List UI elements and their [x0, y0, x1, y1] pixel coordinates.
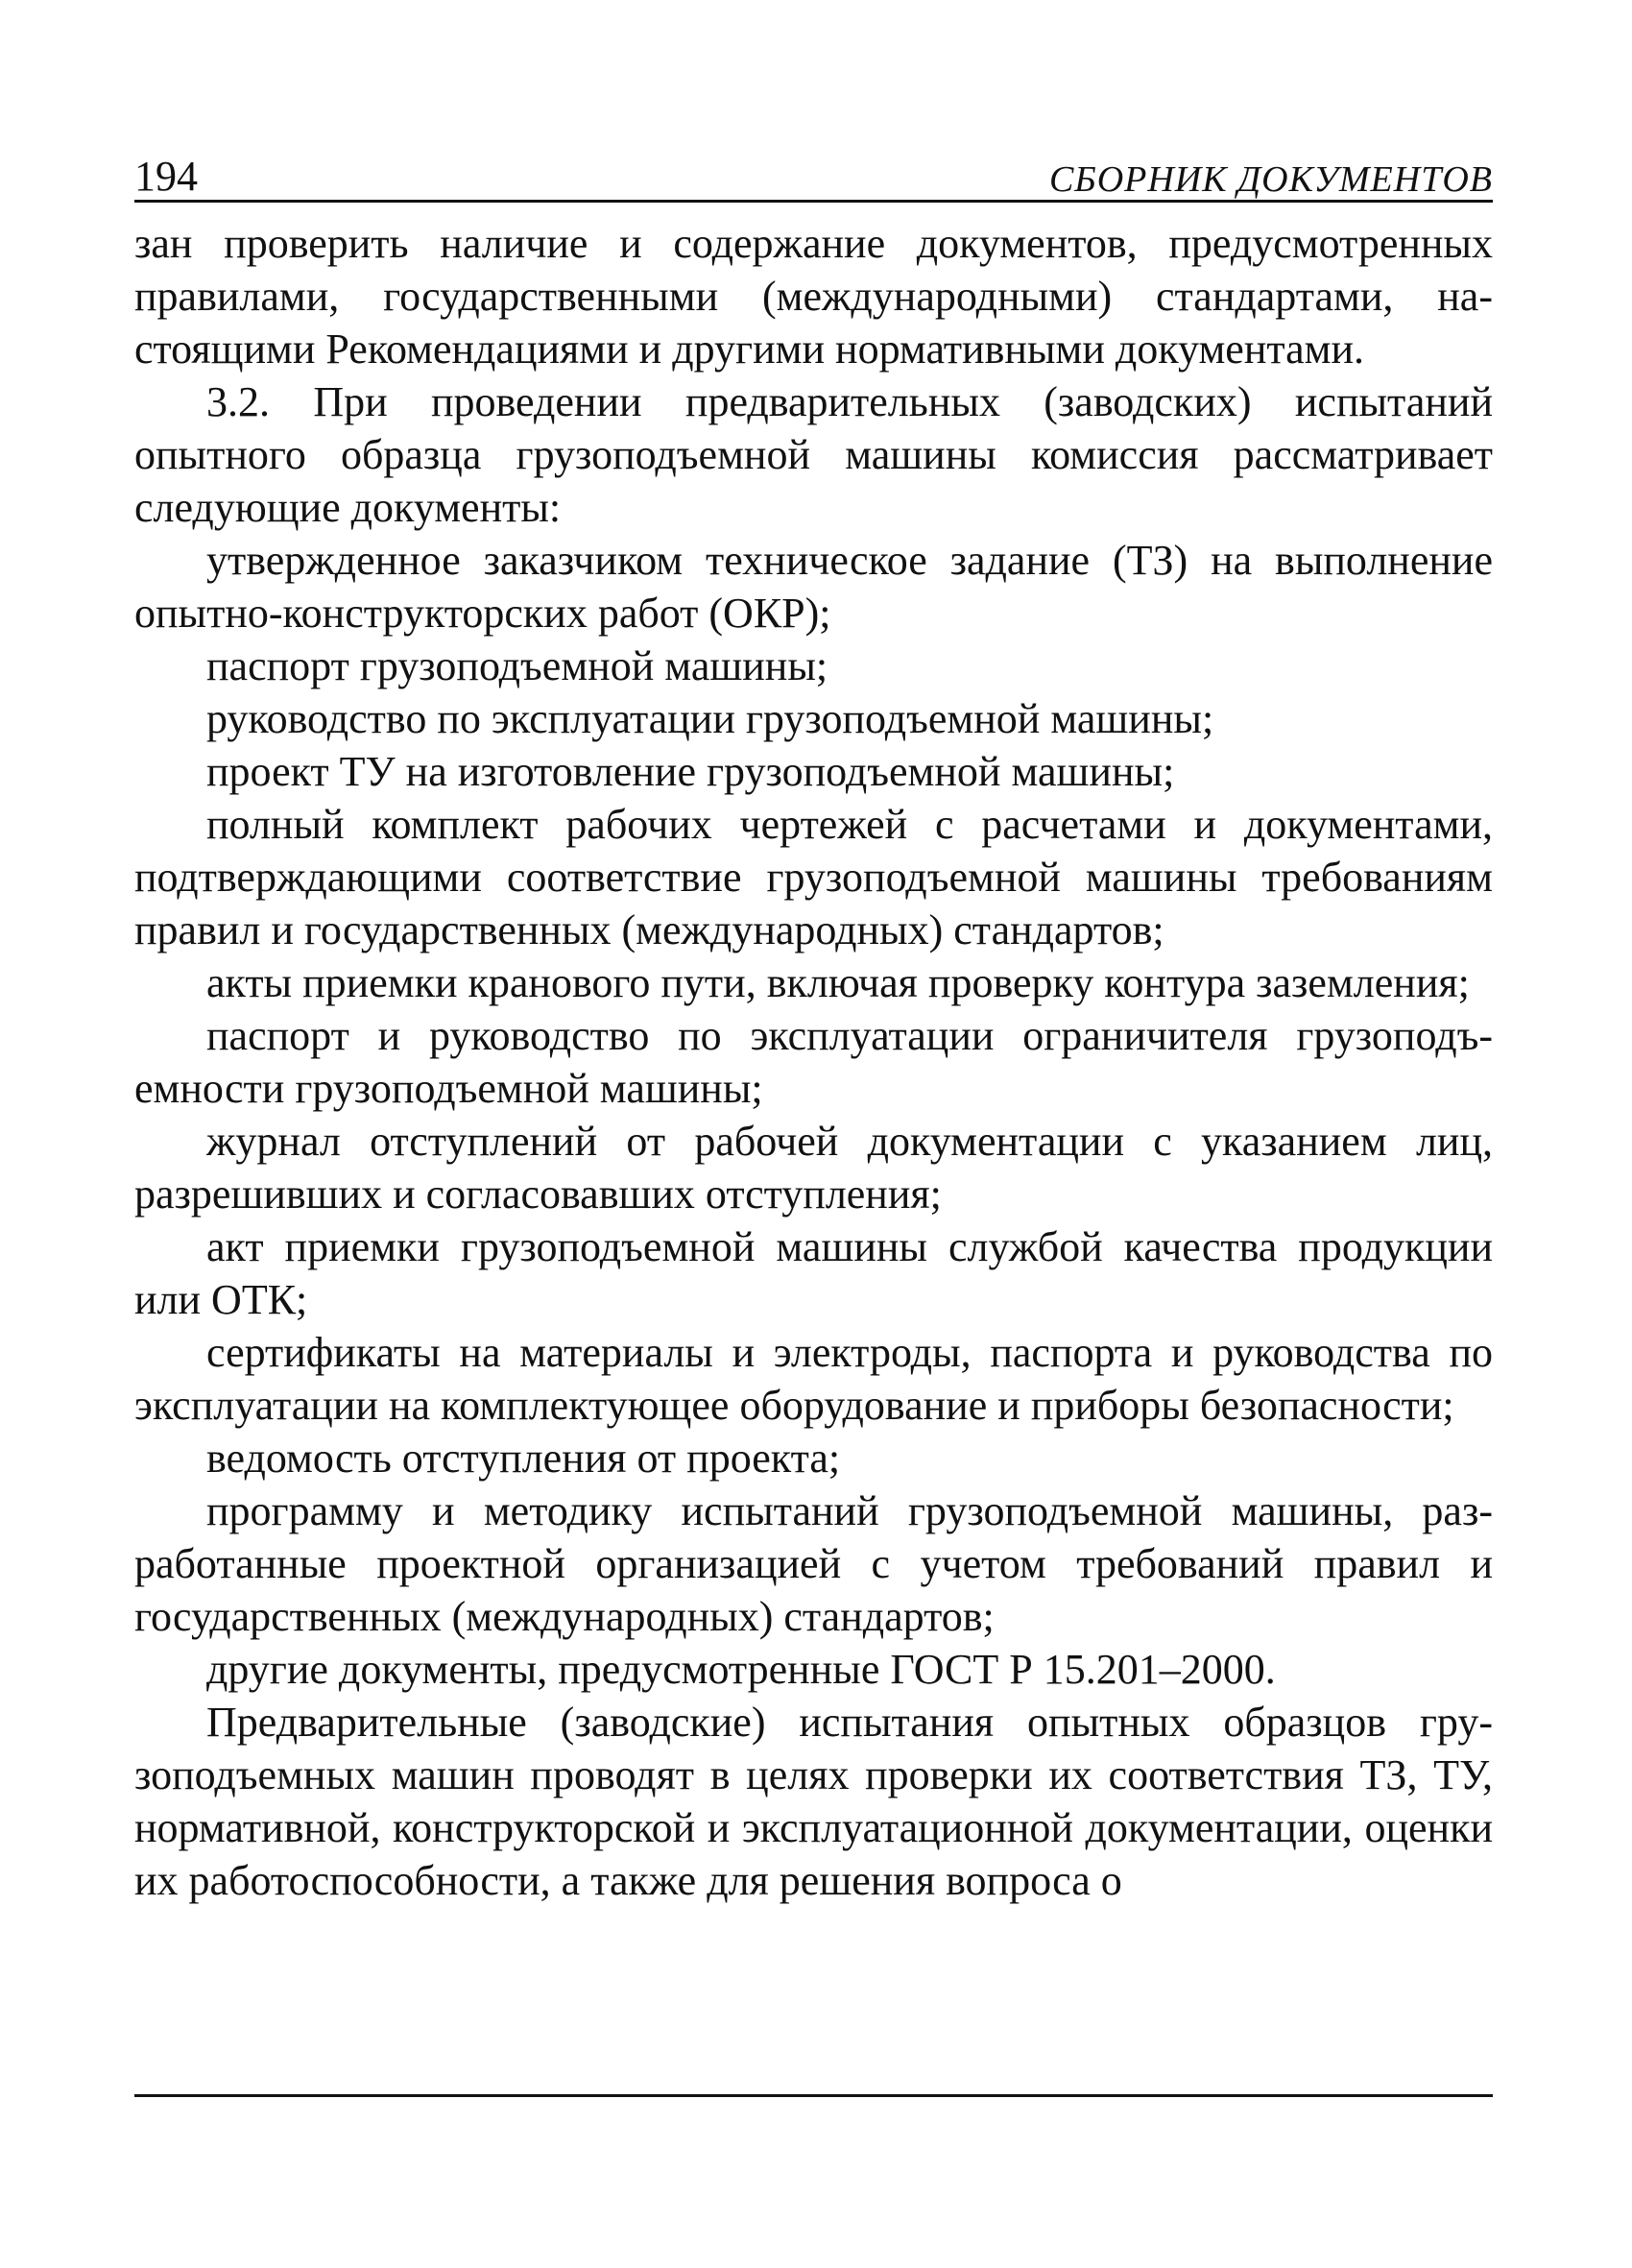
list-item: ведомость отступления от проекта;	[206, 1435, 841, 1482]
page-body	[134, 217, 1493, 1907]
running-title: СБОРНИК ДОКУМЕНТОВ	[1048, 159, 1493, 200]
list-item: сертификаты на материалы и электроды, паспорта и руководства по эксплуатации на комплектующее оборудование и приборы безопасности;	[134, 1329, 1493, 1429]
list-item: полный комплект рабочих чертежей с расчетами и документами, подтверждающими соответствие грузоподъемной машины требованиям правил и государственных (международных) стандартов;	[134, 801, 1493, 953]
list-item: другие документы, предусмотренные ГОСТ Р 15.201–2000.	[206, 1646, 1276, 1693]
list-item: руководство по эксплуатации грузоподъемной машины;	[206, 695, 1214, 742]
list-item: утвержденное заказчиком техническое задание (ТЗ) на выполнение опытно-конструкторских работ (ОКР);	[134, 537, 1493, 637]
list-item: паспорт грузоподъемной машины;	[206, 642, 828, 689]
footer-rule	[134, 2094, 1493, 2097]
documents-list	[134, 534, 1493, 1696]
page-number: 194	[134, 153, 198, 200]
final-paragraph: Предварительные (заводские) испытания опытных образцов грузоподъемных машин проводят в целях проверки их соответствия ТЗ, ТУ, нормативной, конструкторской и эксплуатационной документации, оценки их работоспособности, а также для решения вопроса о	[134, 1699, 1493, 1904]
list-item: акты приемки кранового пути, включая проверку контура заземления;	[206, 959, 1470, 1006]
continuation-paragraph: зан проверить наличие и содержание документов, предусмотренных правилами, государственными (международными) стандартами, настоящими Рекомендациями и другими нормативными документами.	[134, 220, 1493, 373]
list-item: программу и методику испытаний грузоподъемной машины, разработанные проектной организацией с учетом требований правил и государственных (международных) стандартов;	[134, 1487, 1493, 1640]
page-header	[134, 144, 1493, 203]
list-item: акт приемки грузоподъемной машины службой качества продукции или ОТК;	[134, 1223, 1493, 1323]
list-item: паспорт и руководство по эксплуатации ограничителя грузоподъемности грузоподъемной машины;	[134, 1012, 1493, 1112]
clause-3-2-paragraph: 3.2. При проведении предварительных (заводских) испытаний опытного образца грузоподъемной машины комиссия рассматривает следующие документы:	[134, 378, 1493, 531]
list-item: проект ТУ на изготовление грузоподъемной машины;	[206, 748, 1175, 795]
list-item: журнал отступлений от рабочей документации с указанием лиц, разрешивших и согласовавших отступления;	[134, 1118, 1493, 1218]
